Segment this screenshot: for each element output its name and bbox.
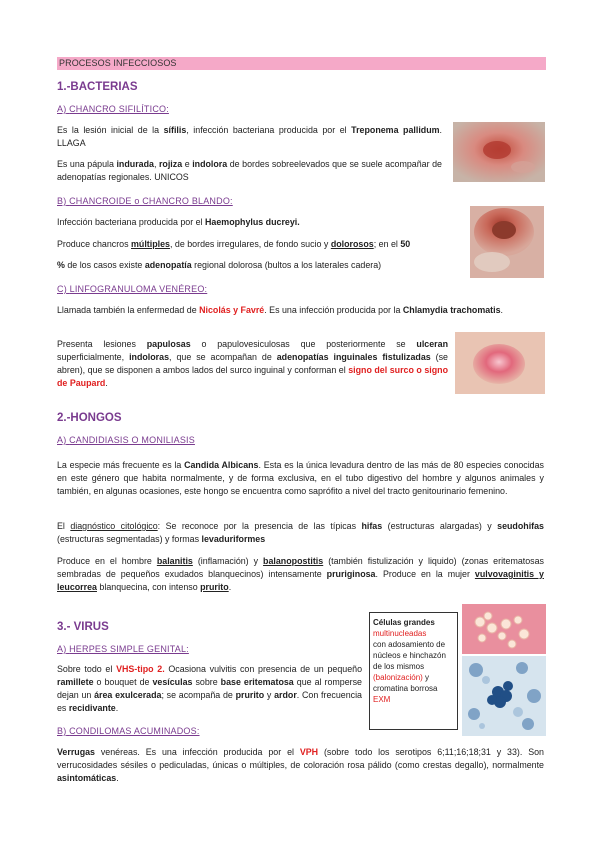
subsection-letter: B) xyxy=(57,196,67,206)
subsection-title-herpes xyxy=(57,644,189,654)
paragraph-chancro-sifilitico-1: Es la lesión inicial de la sífilis, infección bacteriana producida por el Treponema pallidum. LLAGA xyxy=(57,125,442,148)
herpes-vesicles-photo xyxy=(462,604,546,654)
page-header: PROCESOS INFECCIOSOS xyxy=(57,57,546,70)
section-title-hongos: 2.-HONGOS xyxy=(57,412,122,424)
subsection-title-chancroide xyxy=(57,196,233,206)
subsection-letter: A) xyxy=(57,104,67,114)
subsection-label: CHANCRO SIFILÍTICO: xyxy=(69,104,169,114)
paragraph-chancro-sifilitico-2: Es una pápula indurada, rojiza e indolora de bordes sobreelevados que se suele acompañar de adenopatías regionales. UNICOS xyxy=(57,159,442,182)
subsection-label: CONDILOMAS ACUMINADOS: xyxy=(69,726,200,736)
section-title-virus: 3.- VIRUS xyxy=(57,621,109,633)
cytology-caption-box: Células grandes multinucleadas con adosamiento de núcleos e hinchazón de los mismos (balonización) y cromatina borrosa EXM xyxy=(369,612,458,730)
paragraph-candidiasis-1: La especie más frecuente es la Candida Albicans. Esta es la única levadura dentro de las más de 80 especies conocidas en este género que habita normalmente, y de forma exclusiva, en el tubo digestivo del hombre y algunos animales y también, en algunas ocasiones, este hongo se encuentra como saprófito a nivel del tracto genitourinario femenino. xyxy=(57,460,544,496)
chancre-lesion-photo xyxy=(453,122,545,182)
subsection-letter: C) xyxy=(57,284,67,294)
paragraph-herpes: Sobre todo el VHS-tipo 2. Ocasiona vulvitis con presencia de un pequeño ramillete o bouquet de vesículas sobre base eritematosa que al romperse dejan un área exulcerada; se acompaña de prurito y ardor. Con frecuencia es recidivante. xyxy=(57,664,362,713)
subsection-title-linfogranuloma xyxy=(57,284,207,294)
subsection-label: LINFOGRANULOMA VENÉREO: xyxy=(69,284,208,294)
subsection-letter: A) xyxy=(57,644,67,654)
paragraph-linfogranuloma-1: Llamada también la enfermedad de Nicolás y Favré. Es una infección producida por la Chlamydia trachomatis. xyxy=(57,305,503,315)
subsection-title-candidiasis xyxy=(57,435,195,445)
section-title-bacterias: 1.-BACTERIAS xyxy=(57,81,138,93)
subsection-letter: B) xyxy=(57,726,67,736)
chancroid-lesion-photo xyxy=(470,206,544,278)
paragraph-linfogranuloma-2: Presenta lesiones papulosas o papulovesiculosas que posteriormente se ulceran superficialmente, indoloras, que se acompañan de adenopatías inguinales fistulizadas (se abren), que se disponen a ambos lados del surco inguinal y conforman el signo del surco o signo de Paupard. xyxy=(57,339,448,388)
paragraph-chancroide-1: Infección bacteriana producida por el Haemophylus ducreyi. xyxy=(57,217,300,227)
paragraph-candidiasis-2: El diagnóstico citológico: Se reconoce por la presencia de las típicas hifas (estructuras alargadas) y seudohifas (estructuras segmentadas) y formas levaduriformes xyxy=(57,521,544,544)
paragraph-candidiasis-3: Produce en el hombre balanitis (inflamación) y balanopostitis (también fistulización y liquido) (zonas eritematosas sembradas de pequeños exudados blanquecinos) intensamente pruriginosa. Produce en la mujer vulvovaginitis y leucorrea blanquecina, con intenso prurito. xyxy=(57,556,544,592)
subsection-label: CANDIDIASIS O MONILIASIS xyxy=(69,435,195,445)
paragraph-chancroide-3: % de los casos existe adenopatía regional dolorosa (bultos a los laterales cadera) xyxy=(57,260,382,270)
paragraph-condilomas: Verrugas venéreas. Es una infección producida por el VPH (sobre todo los serotipos 6;11;16;18;31 y 33). Son verrucosidades sésiles o pediculadas, únicas o múltiples, de coloración rosa pálido (como crestas degallo), normalmente asintomáticas. xyxy=(57,747,544,783)
subsection-label: HERPES SIMPLE GENITAL: xyxy=(69,644,189,654)
subsection-title-chancro-sifilitico xyxy=(57,104,169,114)
subsection-label: CHANCROIDE o CHANCRO BLANDO: xyxy=(69,196,233,206)
subsection-letter: A) xyxy=(57,435,67,445)
subsection-title-condilomas xyxy=(57,726,200,736)
cytology-micrograph xyxy=(462,656,546,736)
inguinal-adenopathy-photo xyxy=(455,332,545,394)
paragraph-chancroide-2: Produce chancros múltiples, de bordes irregulares, de fondo sucio y dolorosos; en el 50 xyxy=(57,239,411,249)
